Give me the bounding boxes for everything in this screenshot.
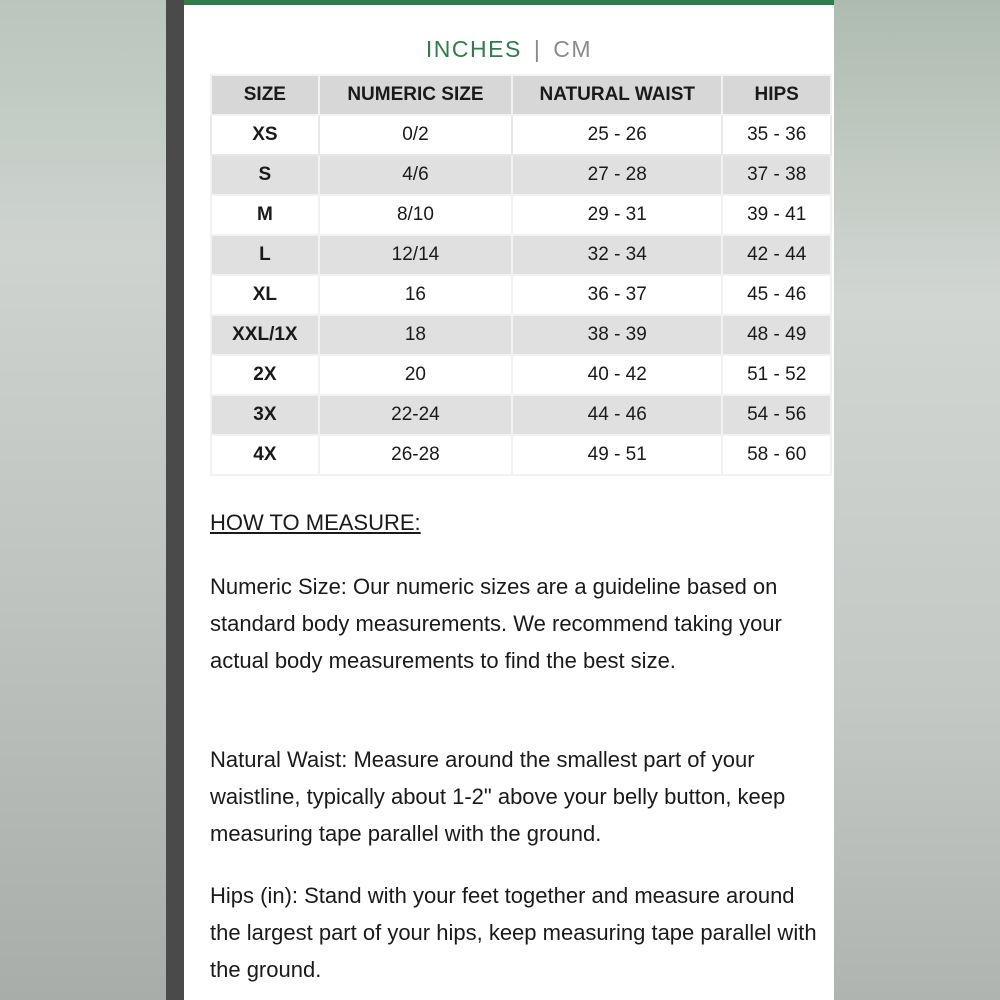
cell-hips: 35 - 36 [722, 115, 831, 155]
size-table [210, 74, 832, 476]
cell-size: XS [211, 115, 319, 155]
unit-cm-tab[interactable]: CM [553, 36, 593, 62]
cell-numeric-size: 22-24 [319, 395, 512, 435]
table-row [211, 315, 831, 355]
cell-numeric-size: 4/6 [319, 155, 512, 195]
table-row [211, 155, 831, 195]
header-hips: HIPS [722, 75, 831, 115]
cell-hips: 58 - 60 [722, 435, 831, 475]
cell-natural-waist: 36 - 37 [512, 275, 722, 315]
cell-numeric-size: 12/14 [319, 235, 512, 275]
cell-size: 2X [211, 355, 319, 395]
cell-numeric-size: 20 [319, 355, 512, 395]
unit-inches-tab[interactable]: INCHES [425, 36, 522, 62]
device-bezel [166, 0, 184, 1000]
table-row [211, 195, 831, 235]
accent-bar [184, 0, 834, 5]
header-numeric-size: NUMERIC SIZE [319, 75, 512, 115]
cell-numeric-size: 26-28 [319, 435, 512, 475]
cell-natural-waist: 25 - 26 [512, 115, 722, 155]
cell-natural-waist: 32 - 34 [512, 235, 722, 275]
table-row [211, 435, 831, 475]
cell-natural-waist: 27 - 28 [512, 155, 722, 195]
cell-natural-waist: 38 - 39 [512, 315, 722, 355]
cell-hips: 51 - 52 [722, 355, 831, 395]
cell-numeric-size: 0/2 [319, 115, 512, 155]
cell-size: XL [211, 275, 319, 315]
cell-numeric-size: 8/10 [319, 195, 512, 235]
background-left [0, 0, 166, 1000]
unit-separator: | [533, 36, 542, 62]
cell-hips: 42 - 44 [722, 235, 831, 275]
cell-size: L [211, 235, 319, 275]
size-chart-panel [184, 0, 834, 1000]
unit-toggle [184, 36, 834, 63]
cell-size: S [211, 155, 319, 195]
cell-hips: 54 - 56 [722, 395, 831, 435]
header-size: SIZE [211, 75, 319, 115]
cell-natural-waist: 29 - 31 [512, 195, 722, 235]
table-header-row [211, 75, 831, 115]
cell-numeric-size: 18 [319, 315, 512, 355]
cell-size: 3X [211, 395, 319, 435]
natural-waist-paragraph: Natural Waist: Measure around the smallest part of your waistline, typically about 1-2" above your belly button, keep measuring tape parallel with the ground. [210, 747, 786, 846]
table-row [211, 115, 831, 155]
table-row [211, 235, 831, 275]
cell-natural-waist: 40 - 42 [512, 355, 722, 395]
table-row [211, 275, 831, 315]
cell-size: M [211, 195, 319, 235]
cell-size: 4X [211, 435, 319, 475]
cell-hips: 45 - 46 [722, 275, 831, 315]
cell-natural-waist: 44 - 46 [512, 395, 722, 435]
cell-natural-waist: 49 - 51 [512, 435, 722, 475]
table-row [211, 395, 831, 435]
cell-numeric-size: 16 [319, 275, 512, 315]
cell-size: XXL/1X [211, 315, 319, 355]
cell-hips: 37 - 38 [722, 155, 831, 195]
cell-hips: 48 - 49 [722, 315, 831, 355]
background-right [834, 0, 1000, 1000]
hips-paragraph: Hips (in): Stand with your feet together and measure around the largest part of your hips, keep measuring tape parallel with the ground. [210, 883, 817, 982]
how-to-measure-heading: HOW TO MEASURE: [210, 510, 421, 535]
numeric-size-paragraph: Numeric Size: Our numeric sizes are a guideline based on standard body measurements. We recommend taking your actual body measurements to find the best size. [210, 574, 782, 673]
table-row [211, 355, 831, 395]
header-natural-waist: NATURAL WAIST [512, 75, 722, 115]
cell-hips: 39 - 41 [722, 195, 831, 235]
